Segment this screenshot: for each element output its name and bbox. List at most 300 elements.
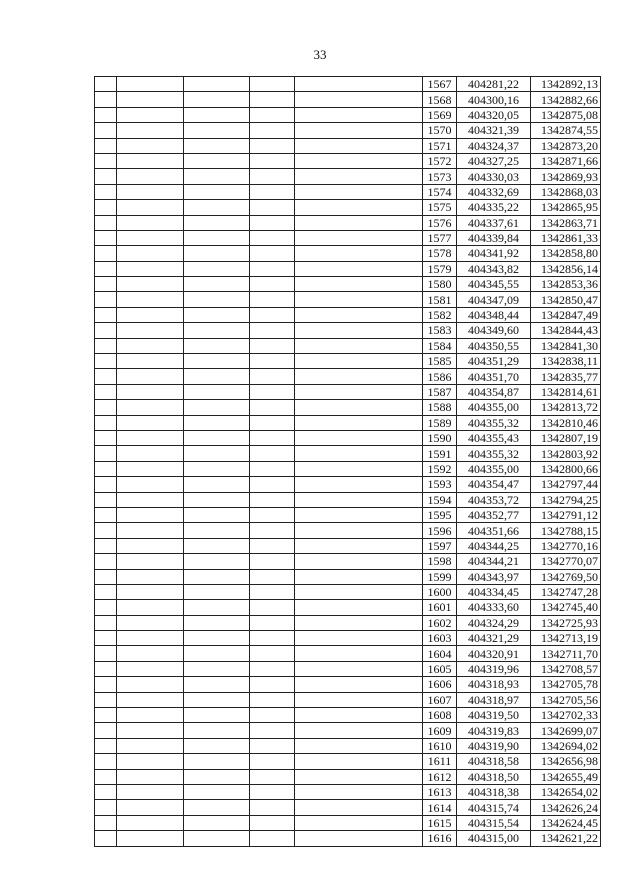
x-coordinate-cell: 404281,22 — [457, 77, 531, 92]
empty-cell — [95, 123, 117, 138]
point-number-cell: 1593 — [423, 477, 457, 492]
x-coordinate-cell: 404327,25 — [457, 153, 531, 168]
point-number-cell: 1583 — [423, 323, 457, 338]
table-row — [95, 800, 601, 815]
empty-cell — [184, 261, 250, 276]
empty-cell — [295, 123, 423, 138]
y-coordinate-cell: 1342873,20 — [531, 138, 601, 153]
empty-cell — [184, 307, 250, 322]
empty-cell — [117, 784, 184, 799]
empty-cell — [95, 215, 117, 230]
x-coordinate-cell: 404335,22 — [457, 200, 531, 215]
table-row — [95, 400, 601, 415]
y-coordinate-cell: 1342810,46 — [531, 415, 601, 430]
empty-cell — [117, 400, 184, 415]
empty-cell — [184, 754, 250, 769]
empty-cell — [295, 415, 423, 430]
empty-cell — [250, 738, 295, 753]
empty-cell — [95, 800, 117, 815]
point-number-cell: 1591 — [423, 446, 457, 461]
empty-cell — [250, 430, 295, 445]
table-row — [95, 384, 601, 399]
empty-cell — [250, 261, 295, 276]
empty-cell — [295, 153, 423, 168]
empty-cell — [95, 415, 117, 430]
empty-cell — [117, 354, 184, 369]
table-row — [95, 261, 601, 276]
empty-cell — [184, 723, 250, 738]
table-row — [95, 107, 601, 122]
empty-cell — [295, 769, 423, 784]
table-row — [95, 354, 601, 369]
point-number-cell: 1611 — [423, 754, 457, 769]
point-number-cell: 1604 — [423, 646, 457, 661]
empty-cell — [250, 769, 295, 784]
empty-cell — [250, 554, 295, 569]
x-coordinate-cell: 404353,72 — [457, 492, 531, 507]
empty-cell — [184, 492, 250, 507]
empty-cell — [295, 184, 423, 199]
y-coordinate-cell: 1342713,19 — [531, 631, 601, 646]
empty-cell — [117, 415, 184, 430]
empty-cell — [295, 523, 423, 538]
table-row — [95, 677, 601, 692]
empty-cell — [250, 169, 295, 184]
table-row — [95, 600, 601, 615]
empty-cell — [250, 138, 295, 153]
x-coordinate-cell: 404347,09 — [457, 292, 531, 307]
point-number-cell: 1584 — [423, 338, 457, 353]
empty-cell — [95, 692, 117, 707]
table-row — [95, 77, 601, 92]
table-row — [95, 584, 601, 599]
empty-cell — [250, 507, 295, 522]
empty-cell — [295, 631, 423, 646]
x-coordinate-cell: 404341,92 — [457, 246, 531, 261]
empty-cell — [295, 584, 423, 599]
y-coordinate-cell: 1342791,12 — [531, 507, 601, 522]
x-coordinate-cell: 404355,00 — [457, 400, 531, 415]
point-number-cell: 1571 — [423, 138, 457, 153]
point-number-cell: 1573 — [423, 169, 457, 184]
x-coordinate-cell: 404315,54 — [457, 815, 531, 830]
empty-cell — [250, 200, 295, 215]
empty-cell — [295, 200, 423, 215]
point-number-cell: 1598 — [423, 554, 457, 569]
empty-cell — [95, 169, 117, 184]
empty-cell — [117, 200, 184, 215]
table-row — [95, 461, 601, 476]
empty-cell — [250, 107, 295, 122]
empty-cell — [95, 338, 117, 353]
empty-cell — [184, 184, 250, 199]
point-number-cell: 1589 — [423, 415, 457, 430]
empty-cell — [295, 384, 423, 399]
point-number-cell: 1594 — [423, 492, 457, 507]
empty-cell — [184, 369, 250, 384]
empty-cell — [117, 800, 184, 815]
x-coordinate-cell: 404344,25 — [457, 538, 531, 553]
empty-cell — [250, 677, 295, 692]
y-coordinate-cell: 1342803,92 — [531, 446, 601, 461]
empty-cell — [95, 492, 117, 507]
empty-cell — [117, 815, 184, 830]
empty-cell — [95, 538, 117, 553]
x-coordinate-cell: 404348,44 — [457, 307, 531, 322]
empty-cell — [184, 584, 250, 599]
table-row — [95, 784, 601, 799]
y-coordinate-cell: 1342838,11 — [531, 354, 601, 369]
x-coordinate-cell: 404318,58 — [457, 754, 531, 769]
point-number-cell: 1616 — [423, 831, 457, 846]
table-row — [95, 200, 601, 215]
empty-cell — [95, 738, 117, 753]
empty-cell — [295, 800, 423, 815]
empty-cell — [184, 153, 250, 168]
empty-cell — [250, 400, 295, 415]
table-row — [95, 292, 601, 307]
y-coordinate-cell: 1342853,36 — [531, 277, 601, 292]
empty-cell — [250, 461, 295, 476]
empty-cell — [117, 492, 184, 507]
empty-cell — [95, 523, 117, 538]
empty-cell — [95, 369, 117, 384]
empty-cell — [250, 477, 295, 492]
empty-cell — [295, 784, 423, 799]
x-coordinate-cell: 404345,55 — [457, 277, 531, 292]
point-number-cell: 1568 — [423, 92, 457, 107]
empty-cell — [117, 246, 184, 261]
y-coordinate-cell: 1342699,07 — [531, 723, 601, 738]
empty-cell — [295, 277, 423, 292]
y-coordinate-cell: 1342747,28 — [531, 584, 601, 599]
empty-cell — [117, 738, 184, 753]
empty-cell — [117, 261, 184, 276]
empty-cell — [117, 292, 184, 307]
empty-cell — [250, 646, 295, 661]
empty-cell — [95, 708, 117, 723]
empty-cell — [95, 815, 117, 830]
empty-cell — [295, 815, 423, 830]
empty-cell — [250, 523, 295, 538]
empty-cell — [95, 784, 117, 799]
empty-cell — [95, 292, 117, 307]
empty-cell — [184, 138, 250, 153]
table-row — [95, 831, 601, 846]
empty-cell — [250, 631, 295, 646]
table-body — [95, 77, 601, 847]
empty-cell — [117, 369, 184, 384]
point-number-cell: 1592 — [423, 461, 457, 476]
empty-cell — [250, 615, 295, 630]
empty-cell — [95, 754, 117, 769]
empty-cell — [250, 354, 295, 369]
empty-cell — [250, 92, 295, 107]
y-coordinate-cell: 1342770,07 — [531, 554, 601, 569]
x-coordinate-cell: 404324,29 — [457, 615, 531, 630]
empty-cell — [250, 123, 295, 138]
empty-cell — [117, 477, 184, 492]
empty-cell — [295, 723, 423, 738]
x-coordinate-cell: 404315,74 — [457, 800, 531, 815]
empty-cell — [250, 600, 295, 615]
table-row — [95, 661, 601, 676]
y-coordinate-cell: 1342871,66 — [531, 153, 601, 168]
empty-cell — [250, 661, 295, 676]
empty-cell — [117, 338, 184, 353]
table-row — [95, 338, 601, 353]
table-row — [95, 123, 601, 138]
empty-cell — [295, 400, 423, 415]
x-coordinate-cell: 404318,93 — [457, 677, 531, 692]
empty-cell — [117, 184, 184, 199]
empty-cell — [95, 77, 117, 92]
empty-cell — [117, 646, 184, 661]
y-coordinate-cell: 1342813,72 — [531, 400, 601, 415]
empty-cell — [184, 292, 250, 307]
empty-cell — [95, 323, 117, 338]
point-number-cell: 1595 — [423, 507, 457, 522]
x-coordinate-cell: 404351,29 — [457, 354, 531, 369]
empty-cell — [117, 831, 184, 846]
point-number-cell: 1614 — [423, 800, 457, 815]
empty-cell — [95, 461, 117, 476]
empty-cell — [117, 153, 184, 168]
table-row — [95, 430, 601, 445]
x-coordinate-cell: 404319,90 — [457, 738, 531, 753]
y-coordinate-cell: 1342847,49 — [531, 307, 601, 322]
x-coordinate-cell: 404343,82 — [457, 261, 531, 276]
empty-cell — [117, 507, 184, 522]
empty-cell — [117, 584, 184, 599]
empty-cell — [250, 584, 295, 599]
y-coordinate-cell: 1342654,02 — [531, 784, 601, 799]
empty-cell — [184, 692, 250, 707]
table-row — [95, 708, 601, 723]
empty-cell — [250, 754, 295, 769]
empty-cell — [295, 538, 423, 553]
empty-cell — [184, 92, 250, 107]
point-number-cell: 1615 — [423, 815, 457, 830]
empty-cell — [95, 138, 117, 153]
point-number-cell: 1582 — [423, 307, 457, 322]
empty-cell — [295, 92, 423, 107]
empty-cell — [250, 215, 295, 230]
empty-cell — [95, 615, 117, 630]
x-coordinate-cell: 404318,50 — [457, 769, 531, 784]
empty-cell — [184, 615, 250, 630]
x-coordinate-cell: 404333,60 — [457, 600, 531, 615]
empty-cell — [117, 754, 184, 769]
empty-cell — [295, 261, 423, 276]
empty-cell — [95, 584, 117, 599]
y-coordinate-cell: 1342814,61 — [531, 384, 601, 399]
empty-cell — [95, 384, 117, 399]
empty-cell — [184, 523, 250, 538]
point-number-cell: 1588 — [423, 400, 457, 415]
empty-cell — [184, 230, 250, 245]
table-row — [95, 738, 601, 753]
empty-cell — [184, 277, 250, 292]
table-row — [95, 815, 601, 830]
table-row — [95, 538, 601, 553]
table-row — [95, 554, 601, 569]
y-coordinate-cell: 1342850,47 — [531, 292, 601, 307]
table-row — [95, 446, 601, 461]
empty-cell — [250, 230, 295, 245]
point-number-cell: 1570 — [423, 123, 457, 138]
empty-cell — [95, 646, 117, 661]
table-row — [95, 92, 601, 107]
empty-cell — [184, 354, 250, 369]
empty-cell — [250, 800, 295, 815]
coordinates-table — [94, 76, 601, 847]
empty-cell — [95, 631, 117, 646]
empty-cell — [117, 446, 184, 461]
empty-cell — [184, 246, 250, 261]
empty-cell — [117, 677, 184, 692]
empty-cell — [295, 215, 423, 230]
empty-cell — [295, 323, 423, 338]
empty-cell — [117, 554, 184, 569]
empty-cell — [295, 708, 423, 723]
point-number-cell: 1572 — [423, 153, 457, 168]
point-number-cell: 1613 — [423, 784, 457, 799]
y-coordinate-cell: 1342800,66 — [531, 461, 601, 476]
x-coordinate-cell: 404337,61 — [457, 215, 531, 230]
y-coordinate-cell: 1342875,08 — [531, 107, 601, 122]
empty-cell — [95, 92, 117, 107]
table-row — [95, 754, 601, 769]
point-number-cell: 1596 — [423, 523, 457, 538]
empty-cell — [250, 492, 295, 507]
empty-cell — [295, 554, 423, 569]
y-coordinate-cell: 1342868,03 — [531, 184, 601, 199]
empty-cell — [295, 138, 423, 153]
table-row — [95, 230, 601, 245]
x-coordinate-cell: 404351,70 — [457, 369, 531, 384]
empty-cell — [184, 477, 250, 492]
y-coordinate-cell: 1342797,44 — [531, 477, 601, 492]
empty-cell — [295, 77, 423, 92]
x-coordinate-cell: 404355,43 — [457, 430, 531, 445]
empty-cell — [117, 230, 184, 245]
point-number-cell: 1606 — [423, 677, 457, 692]
x-coordinate-cell: 404321,29 — [457, 631, 531, 646]
empty-cell — [117, 461, 184, 476]
empty-cell — [95, 400, 117, 415]
empty-cell — [117, 430, 184, 445]
empty-cell — [117, 692, 184, 707]
table-row — [95, 477, 601, 492]
point-number-cell: 1577 — [423, 230, 457, 245]
x-coordinate-cell: 404354,87 — [457, 384, 531, 399]
x-coordinate-cell: 404355,32 — [457, 415, 531, 430]
x-coordinate-cell: 404320,91 — [457, 646, 531, 661]
x-coordinate-cell: 404315,00 — [457, 831, 531, 846]
empty-cell — [295, 430, 423, 445]
y-coordinate-cell: 1342708,57 — [531, 661, 601, 676]
table-row — [95, 723, 601, 738]
empty-cell — [117, 323, 184, 338]
empty-cell — [295, 738, 423, 753]
y-coordinate-cell: 1342705,78 — [531, 677, 601, 692]
point-number-cell: 1600 — [423, 584, 457, 599]
x-coordinate-cell: 404343,97 — [457, 569, 531, 584]
empty-cell — [295, 600, 423, 615]
empty-cell — [117, 77, 184, 92]
empty-cell — [117, 661, 184, 676]
y-coordinate-cell: 1342711,70 — [531, 646, 601, 661]
empty-cell — [95, 507, 117, 522]
empty-cell — [295, 169, 423, 184]
y-coordinate-cell: 1342725,93 — [531, 615, 601, 630]
empty-cell — [184, 661, 250, 676]
empty-cell — [184, 677, 250, 692]
x-coordinate-cell: 404349,60 — [457, 323, 531, 338]
x-coordinate-cell: 404355,32 — [457, 446, 531, 461]
empty-cell — [95, 246, 117, 261]
table-row — [95, 138, 601, 153]
empty-cell — [184, 215, 250, 230]
table-row — [95, 307, 601, 322]
y-coordinate-cell: 1342624,45 — [531, 815, 601, 830]
point-number-cell: 1607 — [423, 692, 457, 707]
x-coordinate-cell: 404354,47 — [457, 477, 531, 492]
empty-cell — [184, 708, 250, 723]
empty-cell — [95, 569, 117, 584]
empty-cell — [95, 307, 117, 322]
x-coordinate-cell: 404352,77 — [457, 507, 531, 522]
empty-cell — [117, 169, 184, 184]
table-row — [95, 246, 601, 261]
empty-cell — [117, 277, 184, 292]
point-number-cell: 1585 — [423, 354, 457, 369]
empty-cell — [184, 600, 250, 615]
y-coordinate-cell: 1342705,56 — [531, 692, 601, 707]
empty-cell — [295, 492, 423, 507]
y-coordinate-cell: 1342655,49 — [531, 769, 601, 784]
empty-cell — [184, 446, 250, 461]
point-number-cell: 1601 — [423, 600, 457, 615]
empty-cell — [184, 415, 250, 430]
empty-cell — [184, 815, 250, 830]
empty-cell — [250, 569, 295, 584]
empty-cell — [295, 446, 423, 461]
empty-cell — [250, 815, 295, 830]
empty-cell — [250, 77, 295, 92]
x-coordinate-cell: 404320,05 — [457, 107, 531, 122]
empty-cell — [295, 230, 423, 245]
empty-cell — [184, 554, 250, 569]
empty-cell — [250, 692, 295, 707]
empty-cell — [117, 215, 184, 230]
x-coordinate-cell: 404321,39 — [457, 123, 531, 138]
x-coordinate-cell: 404350,55 — [457, 338, 531, 353]
y-coordinate-cell: 1342865,95 — [531, 200, 601, 215]
empty-cell — [95, 261, 117, 276]
empty-cell — [295, 292, 423, 307]
empty-cell — [95, 184, 117, 199]
empty-cell — [295, 338, 423, 353]
x-coordinate-cell: 404344,21 — [457, 554, 531, 569]
point-number-cell: 1575 — [423, 200, 457, 215]
empty-cell — [117, 92, 184, 107]
empty-cell — [295, 507, 423, 522]
empty-cell — [184, 646, 250, 661]
empty-cell — [117, 569, 184, 584]
empty-cell — [95, 153, 117, 168]
